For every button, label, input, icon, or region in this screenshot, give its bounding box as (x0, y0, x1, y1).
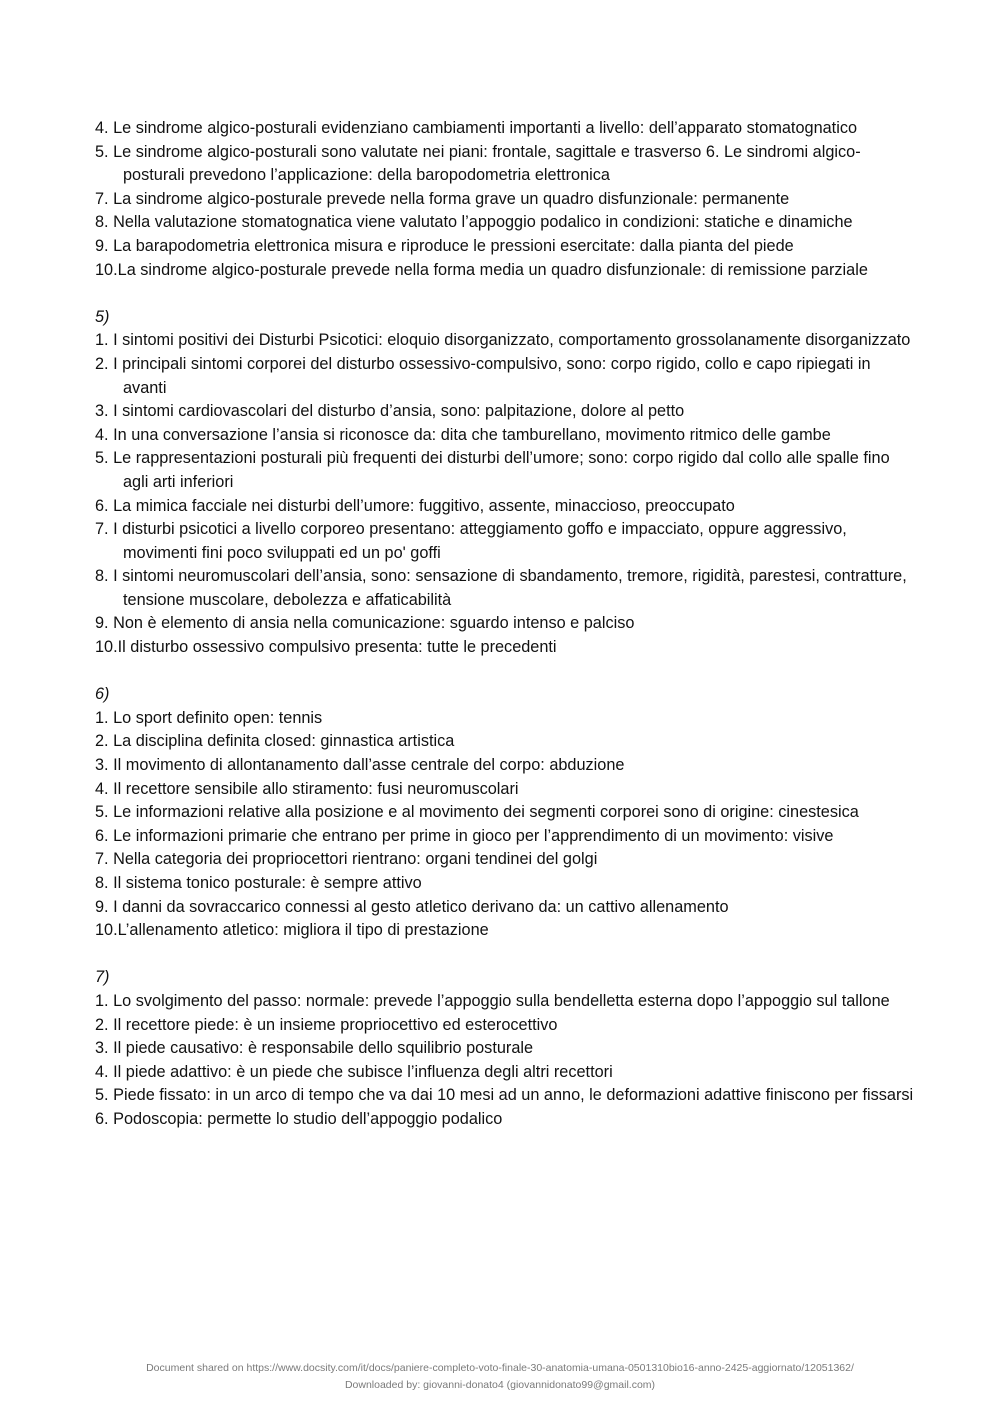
list-item: 10.Il disturbo ossessivo compulsivo presenta: tutte le precedenti (95, 638, 557, 657)
footer-download-note: Downloaded by: giovanni-donato4 (giovannidonato99@gmail.com) (344, 1379, 656, 1391)
list-item: 4. Il recettore sensibile allo stiramento: fusi neuromuscolari (95, 779, 519, 798)
section-heading: 5) (95, 307, 110, 326)
list-item: 1. I sintomi positivi dei Disturbi Psicotici: eloquio disorganizzato, comportamento grossolanamente disorganizzato (95, 331, 911, 350)
list-item: 9. I danni da sovraccarico connessi al gesto atletico derivano da: un cattivo allenamento (95, 897, 729, 916)
list-item: 2. Il recettore piede: è un insieme propriocettivo ed esterocettivo (95, 1015, 558, 1034)
section-heading: 6) (95, 685, 110, 704)
document-body (95, 117, 915, 1132)
list-item: 5. Le informazioni relative alla posizione e al movimento dei segmenti corporei sono di origine: cinestesica (95, 803, 859, 822)
list-item: 1. Lo sport definito open: tennis (95, 708, 323, 727)
list-item: 3. I sintomi cardiovascolari del disturbo d’ansia, sono: palpitazione, dolore al petto (95, 402, 685, 421)
list-item: 7. I disturbi psicotici a livello corporeo presentano: atteggiamento goffo e impacciato, oppure aggressivo, movimenti fini poco sviluppati ed un po' goffi (95, 520, 847, 562)
list-item: 3. Il piede causativo: è responsabile dello squilibrio posturale (95, 1039, 534, 1058)
list-item: 7. La sindrome algico-posturale prevede nella forma grave un quadro disfunzionale: permanente (95, 189, 790, 208)
section-heading: 7) (95, 968, 110, 987)
list-item: 6. Podoscopia: permette lo studio dell’appoggio podalico (95, 1109, 503, 1128)
list-item: 4. Le sindrome algico-posturali evidenziano cambiamenti importanti a livello: dell’apparato stomatognatico (95, 119, 858, 137)
section-spacer (95, 660, 915, 684)
list-item: 5. Le sindrome algico-posturali sono valutate nei piani: frontale, sagittale e trasverso 6. Le sindromi algico-posturali prevedono l’applicazione: della baropodometria elettronica (95, 142, 861, 185)
list-item: 10.L’allenamento atletico: migliora il tipo di prestazione (95, 921, 489, 940)
list-item: 7. Nella categoria dei propriocettori rientrano: organi tendinei del golgi (95, 850, 598, 869)
list-item: 5. Le rappresentazioni posturali più frequenti dei disturbi dell’umore; sono: corpo rigido dal collo alle spalle fino agli arti inferiori (95, 449, 890, 491)
list-item: 3. Il movimento di allontanamento dall’asse centrale del corpo: abduzione (95, 756, 625, 775)
list-item: 8. Nella valutazione stomatognatica viene valutato l’appoggio podalico in condizioni: statiche e dinamiche (95, 213, 853, 232)
list-item: 9. Non è elemento di ansia nella comunicazione: sguardo intenso e palciso (95, 614, 635, 633)
list-item: 9. La barapodometria elettronica misura e riproduce le pressioni esercitate: dalla pianta del piede (95, 236, 794, 255)
list-item: 2. La disciplina definita closed: ginnastica artistica (95, 732, 455, 751)
section-spacer (95, 282, 915, 306)
list-item: 10.La sindrome algico-posturale prevede nella forma media un quadro disfunzionale: di remissione parziale (95, 260, 868, 279)
list-item: 8. I sintomi neuromuscolari dell’ansia, sono: sensazione di sbandamento, tremore, rigidità, parestesi, contratture, tensione muscolare, debolezza e affaticabilità (95, 567, 907, 609)
section-spacer (95, 943, 915, 967)
list-item: 8. Il sistema tonico posturale: è sempre attivo (95, 874, 422, 892)
list-item: 4. In una conversazione l’ansia si riconosce da: dita che tamburellano, movimento ritmico delle gambe (95, 425, 831, 444)
footer-shared-note: Document shared on https://www.docsity.com/it/docs/paniere-completo-voto-finale-30-anatomia-umana-0501310bio16-anno-2425-aggiornato/12051362/ (146, 1362, 854, 1374)
list-item: 6. Le informazioni primarie che entrano per prime in gioco per l’apprendimento di un movimento: visive (95, 826, 834, 845)
list-item: 4. Il piede adattivo: è un piede che subisce l’influenza degli altri recettori (95, 1062, 613, 1081)
list-item: 1. Lo svolgimento del passo: normale: prevede l’appoggio sulla bendelletta esterna dopo l’appoggio sul tallone (95, 991, 890, 1010)
list-item: 2. I principali sintomi corporei del disturbo ossessivo-compulsivo, sono: corpo rigido, collo e capo ripiegati in avanti (95, 354, 871, 397)
list-item: 6. La mimica facciale nei disturbi dell’umore: fuggitivo, assente, minaccioso, preoccupato (95, 496, 735, 515)
list-item: 5. Piede fissato: in un arco di tempo che va dai 10 mesi ad un anno, le deformazioni adattive finiscono per fissarsi (95, 1086, 914, 1105)
